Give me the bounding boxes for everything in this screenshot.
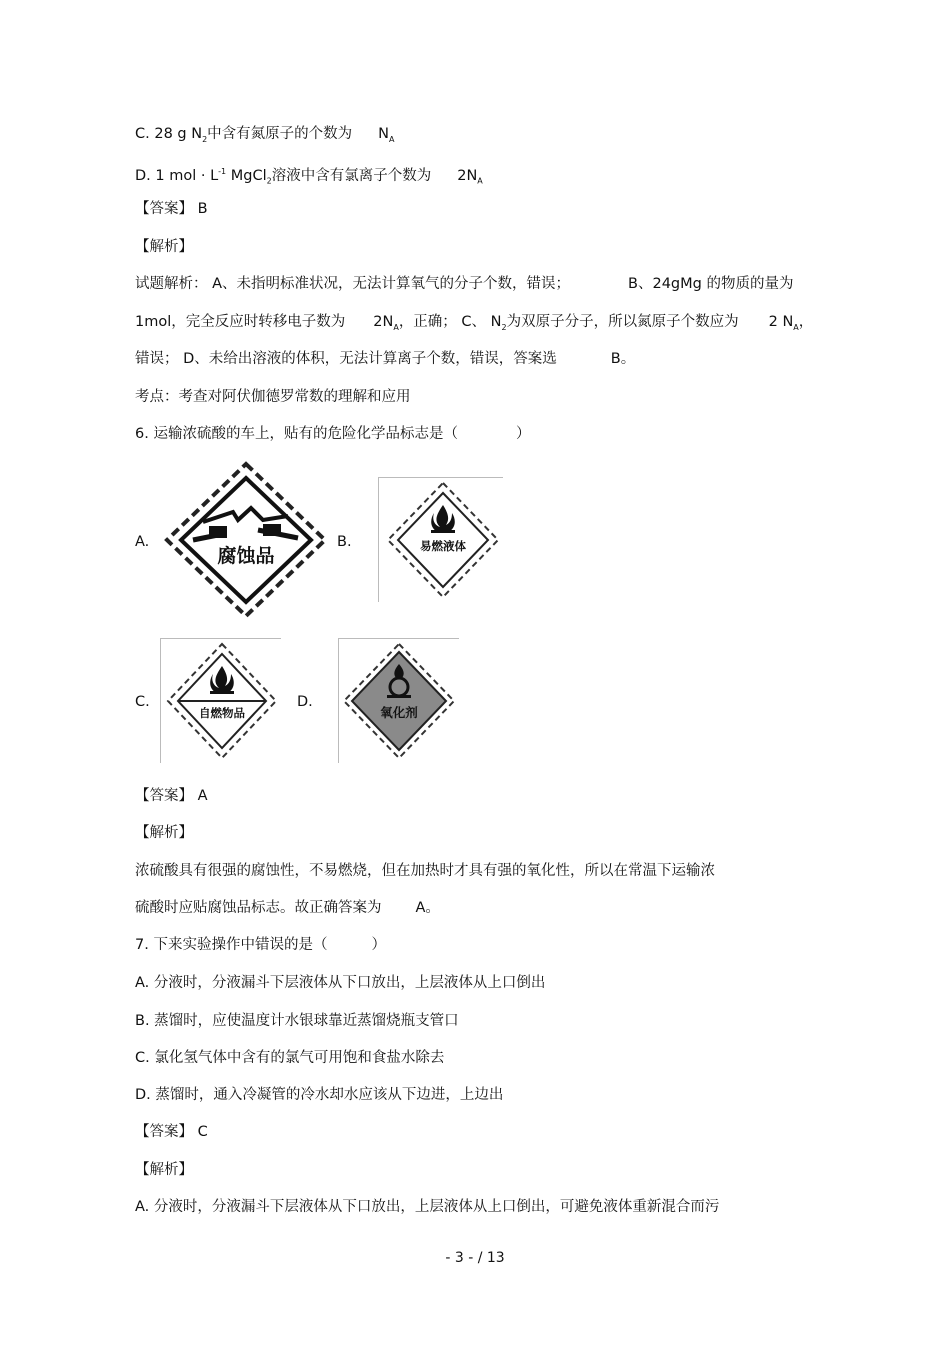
q5-option-d-prefix: D. 1 mol · L — [135, 167, 219, 184]
answer-label: 【答案】 — [135, 201, 193, 217]
q7-option-c: C. 氯化氢气体中含有的氯气可用饱和食盐水除去 — [135, 1050, 445, 1066]
q6-option-d-letter: D. — [297, 694, 313, 710]
sign-label: 氧化剂 — [380, 705, 418, 720]
analysis-text: 2N — [373, 314, 394, 330]
explanation-text: A — [415, 900, 426, 916]
question-stem-end: ） — [371, 937, 386, 953]
question-stem: 7. 下来实验操作中错误的是（ — [135, 937, 328, 953]
answer-label: 【答案】 — [135, 1124, 193, 1140]
sign-label: 自燃物品 — [199, 706, 245, 720]
spontaneous-combustion-sign-image — [164, 640, 280, 762]
q7-option-a: A. 分液时，分液漏斗下层液体从下口放出，上层液体从上口倒出 — [135, 975, 546, 991]
subscript: 2 — [202, 134, 208, 144]
analysis-text: ，正确； C、 N — [398, 314, 502, 330]
q6-explanation-line-1: 浓硫酸具有很强的腐蚀性，不易燃烧，但在加热时才具有强的氧化性，所以在常温下运输浓 — [135, 863, 715, 879]
answer-value: C — [197, 1124, 208, 1140]
subscript: 2 — [266, 176, 272, 186]
q7-option-b: B. 蒸馏时，应使温度计水银球靠近蒸馏烧瓶支管口 — [135, 1013, 459, 1029]
q6-analysis-label: 【解析】 — [135, 825, 193, 841]
q5-kaodian: 考点：考查对阿伏伽德罗常数的理解和应用 — [135, 389, 411, 405]
superscript: -1 — [218, 167, 227, 176]
q7-answer — [135, 1122, 208, 1142]
q7-analysis-label: 【解析】 — [135, 1162, 193, 1178]
explanation-text: 。 — [425, 900, 440, 916]
q5-analysis-line-1 — [135, 274, 793, 294]
analysis-text: 为双原子分子，所以氮原子个数应为 — [506, 314, 739, 330]
q5-analysis-label: 【解析】 — [135, 239, 193, 255]
explanation-text: 硫酸时应贴腐蚀品标志。故正确答案为 — [135, 900, 382, 916]
sign-label: 易燃液体 — [420, 539, 466, 553]
answer-value: A — [197, 788, 208, 804]
q5-analysis-line-2 — [135, 312, 813, 338]
q6-stem — [135, 424, 530, 444]
answer-value: B — [197, 201, 208, 217]
q5-option-c — [135, 124, 395, 150]
answer-label: 【答案】 — [135, 788, 193, 804]
q5-option-c-value: N — [378, 126, 390, 142]
subscript: A — [477, 176, 483, 186]
page-number: - 3 - / 13 — [445, 1250, 505, 1266]
q6-explanation-line-2 — [135, 898, 440, 918]
question-stem: 6. 运输浓硫酸的车上，贴有的危险化学品标志是（ — [135, 426, 458, 442]
analysis-text: ， — [798, 314, 814, 330]
q5-option-c-prefix: C. 28 g N — [135, 126, 203, 142]
corrosive-sign-image — [163, 460, 329, 620]
analysis-text: 2 N — [768, 314, 794, 330]
subscript: A — [793, 322, 799, 332]
q5-option-c-text: 中含有氮原子的个数为 — [207, 126, 353, 142]
q7-option-d: D. 蒸馏时，通入冷凝管的冷水却水应该从下边进，上边出 — [135, 1087, 504, 1103]
analysis-text: 1mol，完全反应时转移电子数为 — [135, 314, 346, 330]
analysis-text: 试题解析： A、未指明标准状况，无法计算氧气的分子个数，错误； — [135, 276, 571, 292]
q6-option-c-letter: C. — [135, 694, 150, 710]
sign-label: 腐蚀品 — [217, 545, 275, 567]
q5-option-d — [135, 162, 483, 192]
q6-option-b-letter: B. — [337, 534, 352, 550]
q5-option-d-value: 2N — [457, 167, 478, 184]
subscript: A — [389, 134, 395, 144]
subscript: 2 — [501, 322, 507, 332]
q7-stem — [135, 935, 386, 955]
analysis-text: B、24gMg 的物质的量为 — [628, 276, 794, 292]
q6-option-a-letter: A. — [135, 534, 150, 550]
subscript: A — [393, 322, 399, 332]
q6-answer — [135, 786, 208, 806]
flammable-liquid-sign-image — [384, 479, 502, 601]
oxidizer-sign-image — [340, 640, 458, 762]
q5-option-d-text: 溶液中含有氯离子个数为 — [271, 167, 432, 184]
q5-analysis-line-3 — [135, 349, 635, 369]
q5-answer — [135, 199, 208, 219]
analysis-text: B — [610, 351, 621, 367]
analysis-text: 。 — [620, 351, 636, 367]
question-stem-end: ） — [515, 426, 531, 442]
q5-option-d-formula: MgCl — [226, 167, 267, 184]
analysis-text: 错误； D、未给出溶液的体积，无法计算离子个数，错误，答案选 — [135, 351, 557, 367]
q7-explanation-line-1: A. 分液时，分液漏斗下层液体从下口放出，上层液体从上口倒出，可避免液体重新混合而污 — [135, 1199, 720, 1215]
